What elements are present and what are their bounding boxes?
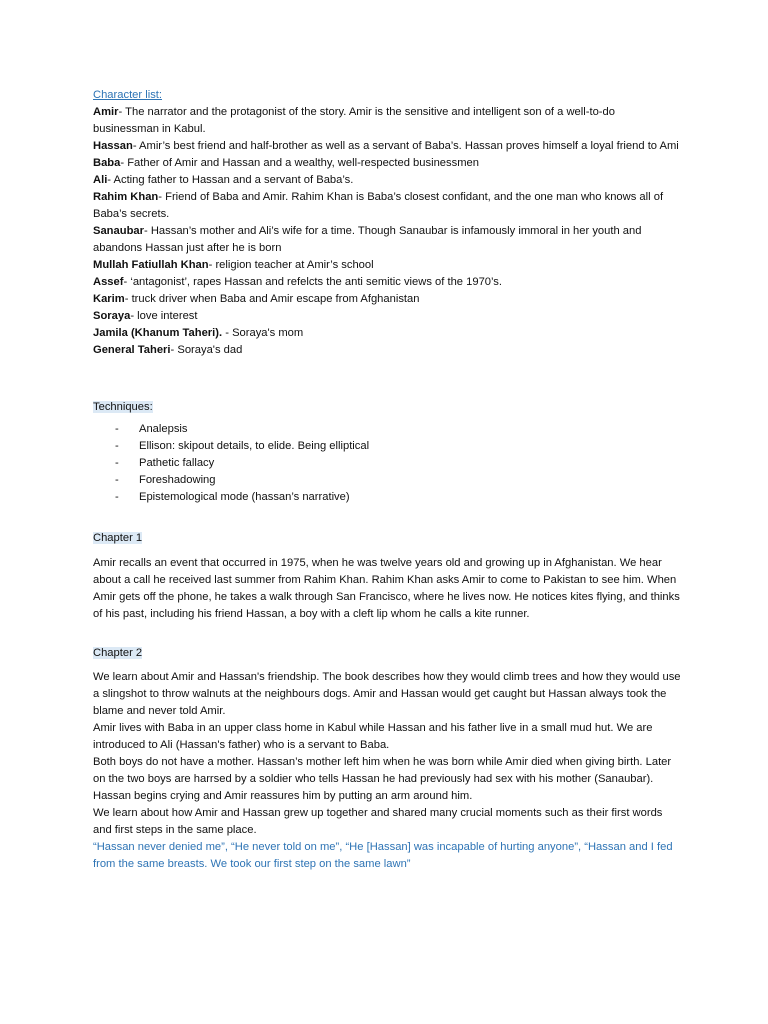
character-entry-karim: Karim- truck driver when Baba and Amir escape from Afghanistan <box>93 293 420 305</box>
character-name: Rahim Khan <box>93 191 159 203</box>
character-name: Ali <box>93 174 108 186</box>
character-desc: religion teacher at Amir’s school <box>215 259 374 271</box>
chapter2-paragraph: We learn about Amir and Hassan's friendship. The book describes how they would climb trees and how they would use a slingshot to throw walnuts at the neighbours dogs. Amir and Hassan would get caught but Hassan always took the blame and never told Amir. <box>93 671 681 717</box>
character-entry-ali: Ali- Acting father to Hassan and a servant of Baba’s. <box>93 174 354 186</box>
character-list-link[interactable]: Character list: <box>93 89 163 101</box>
character-desc: love interest <box>137 310 198 322</box>
character-desc: Friend of Baba and Amir. Rahim Khan is Baba’s closest confidant, and the one man who knows all of Baba’s secrets. <box>93 191 664 220</box>
chapter2-paragraph: Both boys do not have a mother. Hassan’s mother left him when he was born while Amir died when giving birth. Later on the two boys are harrsed by a soldier who tells Hassan he had previously had sex with his mother (Sanaubar). Hassan begins crying and Amir reassures him by putting an arm around him. <box>93 756 672 802</box>
chapter1-body: Amir recalls an event that occurred in 1975, when he was twelve years old and growing up in Afghanistan. We hear about a call he received last summer from Rahim Khan. Rahim Khan asks Amir to come to Pakistan to see him. When Amir gets off the phone, he takes a walk through San Francisco, where he lives now. He notices kites flying, and thinks of his past, including his friend Hassan, a boy with a cleft lip whom he calls a kite runner. <box>93 557 680 620</box>
chapter2-paragraph: We learn about how Amir and Hassan grew up together and shared many crucial moments such as their first words and first steps in the same place. <box>93 807 663 836</box>
character-entry-baba: Baba- Father of Amir and Hassan and a wealthy, well-respected businessmen <box>93 157 479 169</box>
character-list <box>93 104 683 359</box>
character-entry-assef: Assef- ‘antagonist’, rapes Hassan and refelcts the anti semitic views of the 1970’s. <box>93 276 502 288</box>
character-name: Assef <box>93 276 124 288</box>
character-name: Baba <box>93 157 121 169</box>
character-entry-rahim-khan: Rahim Khan- Friend of Baba and Amir. Rahim Khan is Baba’s closest confidant, and the one man who knows all of Baba’s secrets. <box>93 191 664 220</box>
chapter2-body <box>93 669 683 873</box>
character-list-heading[interactable] <box>93 87 683 104</box>
techniques-heading: Techniques: <box>93 401 153 413</box>
technique-item: - Analepsis <box>93 421 369 438</box>
technique-item: - Foreshadowing <box>93 472 369 489</box>
character-desc: The narrator and the protagonist of the story. Amir is the sensitive and intelligent son of a well-to-do businessman in Kabul. <box>93 106 615 135</box>
character-desc: ‘antagonist’, rapes Hassan and refelcts the anti semitic views of the 1970’s. <box>130 276 502 288</box>
character-entry-jamila: Jamila (Khanum Taheri). - Soraya's mom <box>93 327 304 339</box>
character-name: Karim <box>93 293 125 305</box>
character-desc: Soraya's mom <box>232 327 304 339</box>
technique-item: - Pathetic fallacy <box>93 455 369 472</box>
character-entry-soraya: Soraya- love interest <box>93 310 198 322</box>
character-entry-hassan: Hassan- Amir’s best friend and half-brother as well as a servant of Baba’s. Hassan proves himself a loyal friend to Ami <box>93 140 679 152</box>
chapter2-paragraph: Amir lives with Baba in an upper class home in Kabul while Hassan and his father live in a small mud hut. We are introduced to Ali (Hassan's father) who is a servant to Baba. <box>93 722 653 751</box>
character-desc: Acting father to Hassan and a servant of Baba’s. <box>113 174 354 186</box>
technique-item: - Ellison: skipout details, to elide. Being elliptical <box>93 438 369 455</box>
character-entry-sanaubar: Sanaubar- Hassan’s mother and Ali’s wife for a time. Though Sanaubar is infamously immoral in her youth and abandons Hassan just after he is born <box>93 225 642 254</box>
character-desc: truck driver when Baba and Amir escape from Afghanistan <box>131 293 420 305</box>
character-entry-general-taheri: General Taheri- Soraya's dad <box>93 344 243 356</box>
character-name: Amir <box>93 106 119 118</box>
character-entry-amir: Amir- The narrator and the protagonist of the story. Amir is the sensitive and intelligent son of a well-to-do businessman in Kabul. <box>93 106 615 135</box>
character-name: Hassan <box>93 140 133 152</box>
character-name: General Taheri <box>93 344 171 356</box>
techniques-list <box>93 421 369 506</box>
character-desc: Soraya's dad <box>177 344 243 356</box>
chapter2-quote: “Hassan never denied me”, “He never told on me”, “He [Hassan] was incapable of hurting anyone”, “Hassan and I fed from the same breasts. We took our first step on the same lawn” <box>93 841 673 870</box>
character-name: Sanaubar <box>93 225 144 237</box>
character-name: Mullah Fatiullah Khan <box>93 259 209 271</box>
chapter2-heading: Chapter 2 <box>93 647 143 659</box>
character-name: Jamila (Khanum Taheri). <box>93 327 223 339</box>
technique-item: - Epistemological mode (hassan’s narrative) <box>93 489 369 506</box>
character-name: Soraya <box>93 310 131 322</box>
character-entry-mullah: Mullah Fatiullah Khan- religion teacher at Amir’s school <box>93 259 374 271</box>
character-desc: Hassan’s mother and Ali’s wife for a time. Though Sanaubar is infamously immoral in her youth and abandons Hassan just after he is born <box>93 225 642 254</box>
character-desc: Amir’s best friend and half-brother as well as a servant of Baba’s. Hassan proves himself a loyal friend to Ami <box>139 140 679 152</box>
chapter1-heading: Chapter 1 <box>93 532 143 544</box>
character-desc: Father of Amir and Hassan and a wealthy, well-respected businessmen <box>127 157 479 169</box>
